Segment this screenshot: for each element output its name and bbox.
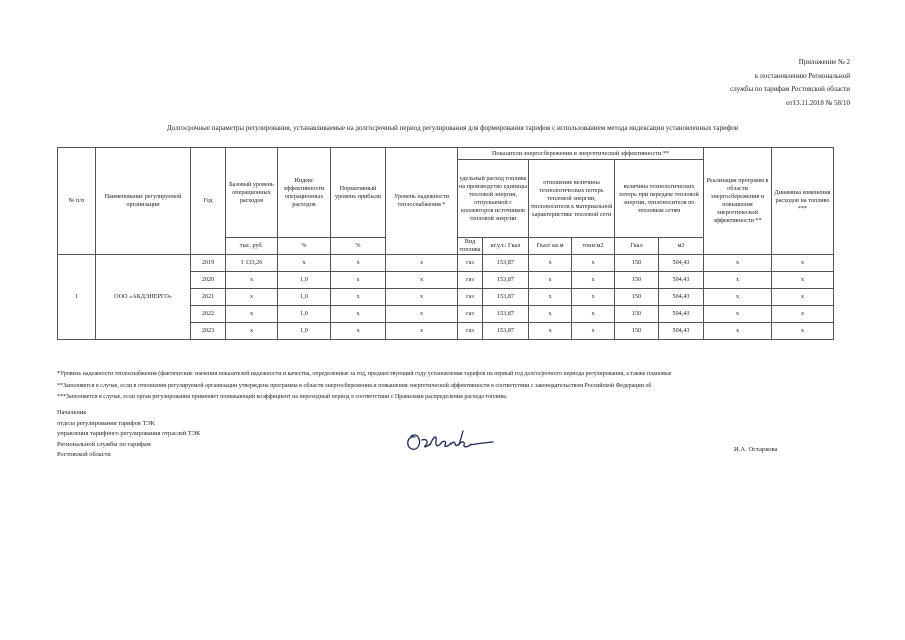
- unit-trans-b: м3: [659, 238, 704, 255]
- cell-profit: x: [331, 255, 386, 272]
- cell-dynamics: x: [772, 255, 834, 272]
- unit-trans-a: Гкал: [615, 238, 659, 255]
- cell-trans-b: 504,43: [659, 272, 704, 289]
- col-reliability: Уровень надежности теплоснабжения *: [386, 148, 458, 255]
- cell-index: 1,0: [278, 306, 331, 323]
- cell-reliability: x: [386, 272, 458, 289]
- cell-profit: x: [331, 272, 386, 289]
- appendix-number: Приложение № 2: [798, 58, 850, 66]
- col-base: Базовый уровень операционных расходов: [226, 148, 278, 238]
- signatory-position: Начальник: [57, 409, 87, 416]
- cell-losses-a: x: [529, 255, 572, 272]
- table-row: [58, 255, 834, 272]
- footnote: ***Заполняется в случае, если орган регулирования применяет понижающий коэффициент на переходный период в соответствии с Правилами распределения расхода топлива.: [57, 394, 508, 400]
- cell-fuel-rate: 153,87: [483, 255, 529, 272]
- cell-program: x: [704, 289, 772, 306]
- unit-fuel-type: Вид топлива: [459, 238, 481, 253]
- cell-year: 2019: [191, 255, 226, 272]
- cell-program: x: [704, 306, 772, 323]
- col-org: Наименование регулируемой организации: [96, 148, 191, 255]
- cell-fuel-rate: 153,87: [483, 289, 529, 306]
- cell-num: 1: [58, 255, 96, 340]
- signatory-service: Региональной службы по тарифам: [57, 440, 151, 448]
- appendix-ref-1: к постановлению Региональной: [754, 71, 850, 80]
- cell-profit: x: [331, 306, 386, 323]
- cell-trans-b: 504,43: [659, 255, 704, 272]
- cell-trans-a: 150: [615, 306, 659, 323]
- cell-fuel-type: газ: [458, 306, 483, 323]
- footnote: *Уровень надежности теплоснабжения (фактические значения показателей надежности и качества, определенные за год, предшествующий году установления тарифов на первый год долгосрочного периода регулирования, а также плановые: [57, 371, 672, 377]
- cell-reliability: x: [386, 306, 458, 323]
- unit-losses-b: тонн/м2: [572, 238, 615, 255]
- cell-trans-a: 150: [615, 272, 659, 289]
- cell-program: x: [704, 323, 772, 340]
- appendix-header: [730, 56, 850, 110]
- cell-losses-b: x: [572, 272, 615, 289]
- cell-index: x: [278, 255, 331, 272]
- col-year: Год: [191, 148, 226, 255]
- cell-trans-b: 504,43: [659, 289, 704, 306]
- cell-trans-b: 504,43: [659, 306, 704, 323]
- cell-losses-a: x: [529, 323, 572, 340]
- cell-dynamics: x: [772, 323, 834, 340]
- col-program: Реализация программ в области энергосбережения и повышения энергетической эффективности **: [704, 148, 772, 255]
- cell-fuel-type: газ: [458, 323, 483, 340]
- handwritten-signature: [403, 427, 495, 461]
- signatory-directorate: управления тарифного регулирования отраслей ТЭК: [57, 430, 201, 437]
- cell-year: 2021: [191, 289, 226, 306]
- cell-losses-a: x: [529, 289, 572, 306]
- cell-reliability: x: [386, 289, 458, 306]
- cell-index: 1,0: [278, 289, 331, 306]
- cell-fuel-rate: 153,87: [483, 272, 529, 289]
- cell-profit: x: [331, 289, 386, 306]
- signatory-name: И.А. Остаркова: [734, 446, 778, 453]
- cell-fuel-type: газ: [458, 272, 483, 289]
- signatory-region: Ростовской области: [57, 451, 111, 458]
- footnote: **Заполняется в случае, если в отношении регулируемой организации утверждена программа в области энергосбережения и повышения энергетической эффективности в соответствии с законодательством Российской Федерации об: [57, 382, 652, 389]
- cell-fuel-type: газ: [458, 255, 483, 272]
- cell-year: 2022: [191, 306, 226, 323]
- unit-profit: %: [331, 238, 386, 255]
- cell-trans-b: 504,43: [659, 323, 704, 340]
- col-profit: Нормативный уровень прибыли: [331, 148, 386, 238]
- cell-dynamics: x: [772, 306, 834, 323]
- col-index: Индекс эффективности операционных расходов: [278, 148, 331, 238]
- parameters-table: [57, 147, 834, 340]
- cell-base: 1 133,26: [226, 255, 278, 272]
- appendix-ref-2: службы по тарифам Ростовской области: [730, 85, 850, 93]
- cell-dynamics: x: [772, 289, 834, 306]
- cell-year: 2020: [191, 272, 226, 289]
- cell-index: 1,0: [278, 272, 331, 289]
- signatory-department: отдела регулирования тарифов ТЭК: [57, 419, 155, 427]
- cell-losses-b: x: [572, 289, 615, 306]
- cell-reliability: x: [386, 323, 458, 340]
- cell-base: x: [226, 306, 278, 323]
- cell-trans-a: 150: [615, 323, 659, 340]
- cell-index: 1,0: [278, 323, 331, 340]
- col-losses: отношение величины технологических потерь тепловой энергии, теплоносителя к материальной характеристике тепловой сети: [529, 160, 615, 238]
- cell-losses-b: x: [572, 323, 615, 340]
- cell-program: x: [704, 272, 772, 289]
- cell-program: x: [704, 255, 772, 272]
- signatory-block: [57, 408, 200, 461]
- cell-dynamics: x: [772, 272, 834, 289]
- cell-losses-b: x: [572, 306, 615, 323]
- cell-base: x: [226, 272, 278, 289]
- cell-org: ООО «АКДЭНЕРГО»: [96, 255, 191, 340]
- cell-fuel-type: газ: [458, 289, 483, 306]
- col-fuel: удельный расход топлива на производство единицы тепловой энергии, отпускаемой с коллекторов источников тепловой энергии: [458, 160, 529, 238]
- cell-trans-a: 150: [615, 255, 659, 272]
- footnotes: [57, 369, 671, 404]
- col-transmission: величина технологических потерь при передаче тепловой энергии, теплоносителя по тепловым сетям: [615, 160, 704, 238]
- cell-losses-b: x: [572, 255, 615, 272]
- cell-profit: x: [331, 323, 386, 340]
- cell-trans-a: 150: [615, 289, 659, 306]
- unit-losses-a: Гкал/ кв.м: [529, 238, 572, 255]
- cell-base: x: [226, 289, 278, 306]
- appendix-date: от13.11.2018 № 58/10: [786, 98, 850, 107]
- unit-index: %: [278, 238, 331, 255]
- cell-reliability: x: [386, 255, 458, 272]
- col-dynamics: Динамика изменения расходов на топливо ***: [772, 148, 834, 255]
- col-energy-group: Показатели энергосбережения и энергетической эффективности **: [458, 148, 704, 160]
- cell-year: 2023: [191, 323, 226, 340]
- cell-fuel-rate: 153,87: [483, 323, 529, 340]
- document-title: Долгосрочные параметры регулирования, устанавливаемые на долгосрочный период регулирования для формирования тарифов с использованием метода индексации установленных тарифов: [166, 124, 739, 132]
- col-num: № п/п: [58, 148, 96, 255]
- cell-fuel-rate: 153,87: [483, 306, 529, 323]
- unit-fuel-rate: кг.у.т./ Гкал: [483, 238, 529, 255]
- cell-losses-a: x: [529, 306, 572, 323]
- unit-base: тыс. руб.: [226, 238, 278, 255]
- cell-base: x: [226, 323, 278, 340]
- cell-losses-a: x: [529, 272, 572, 289]
